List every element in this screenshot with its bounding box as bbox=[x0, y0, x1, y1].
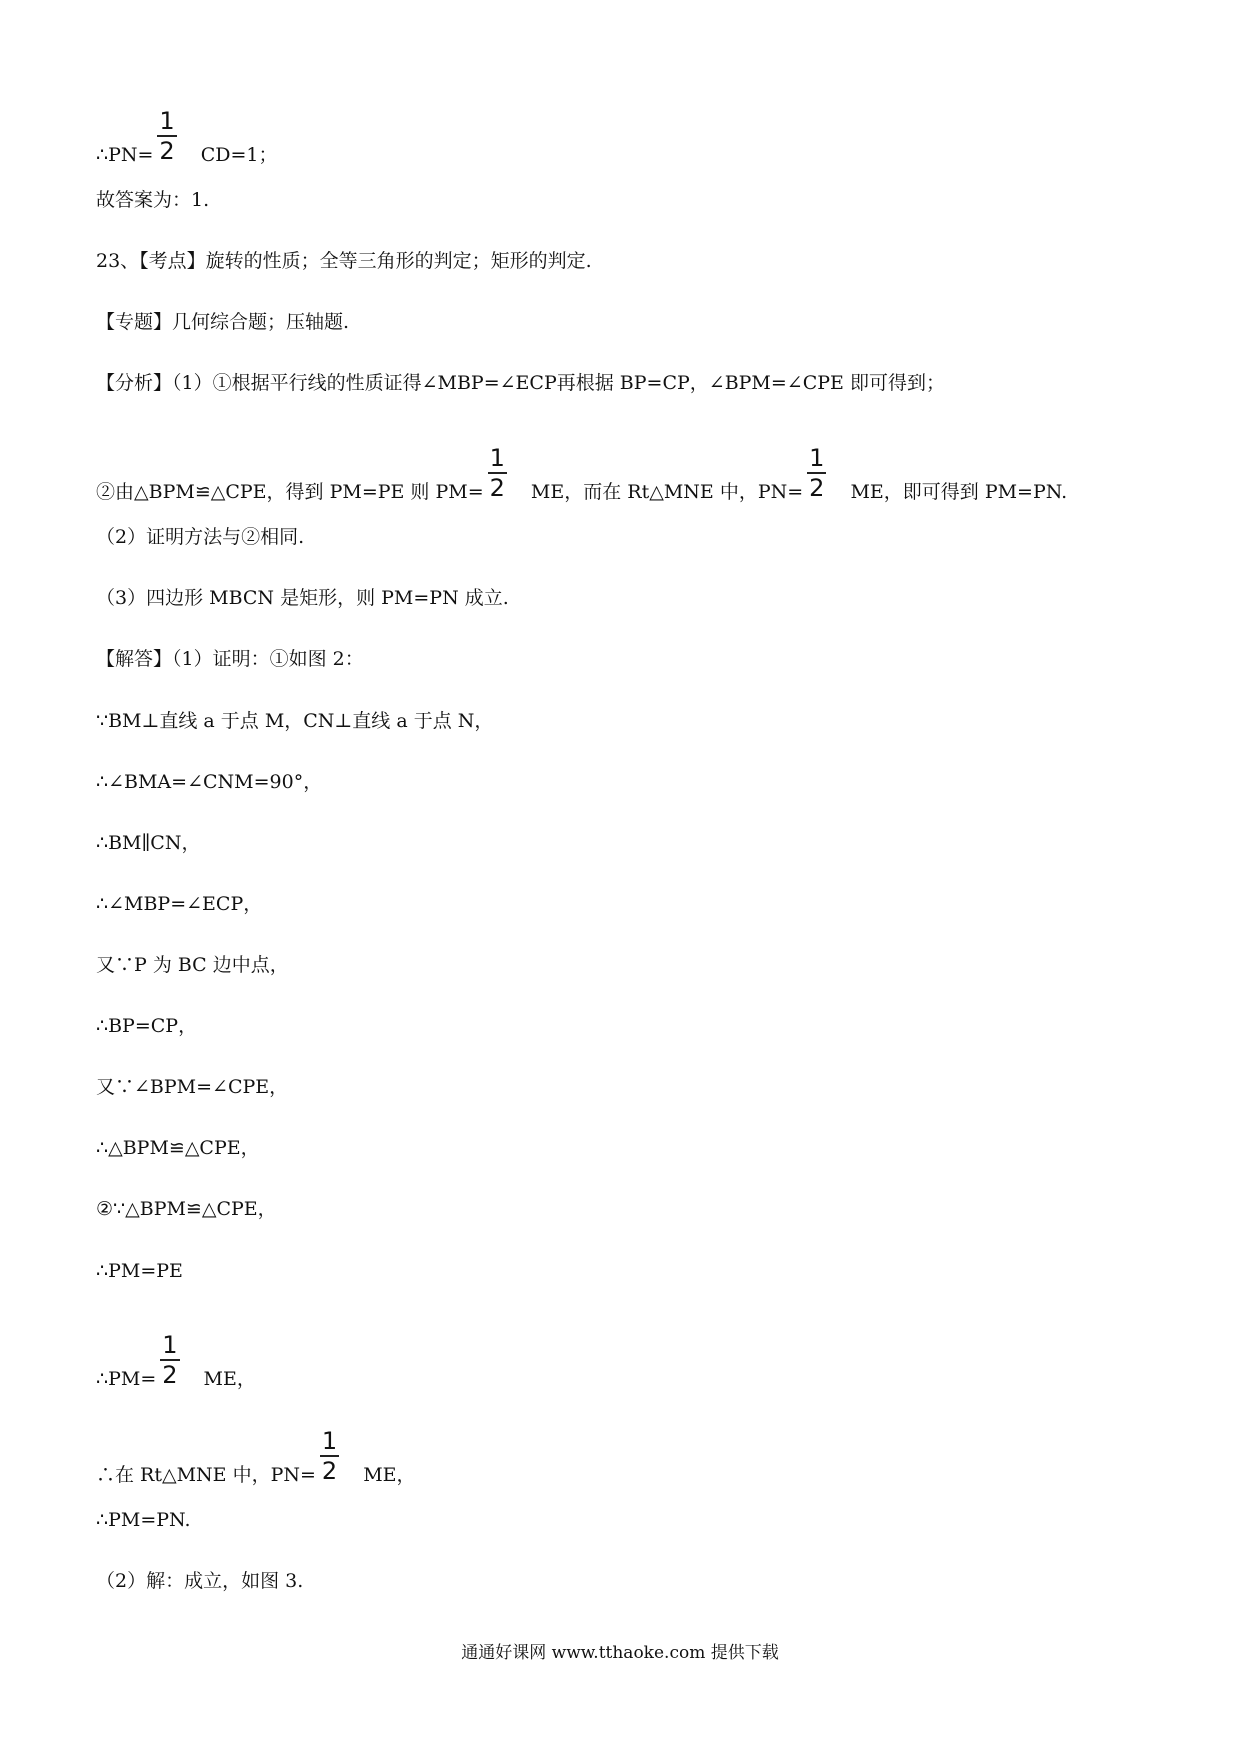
text: ∴PM= bbox=[96, 1368, 157, 1390]
text: ∴在 Rt△MNE 中，PN= bbox=[96, 1464, 316, 1486]
fraction-denominator: 2 bbox=[159, 137, 175, 165]
text: ∴PN= bbox=[96, 144, 154, 166]
line-pn-half-cd bbox=[96, 107, 278, 184]
proof-line: ∴△BPM≌△CPE， bbox=[96, 1137, 260, 1159]
q23-fenxi-3: （2）证明方法与②相同. bbox=[96, 526, 305, 548]
proof-line: ∴∠MBP=∠ECP， bbox=[96, 893, 263, 915]
fraction-numerator: 1 bbox=[489, 444, 505, 472]
fraction-numerator: 1 bbox=[809, 444, 825, 472]
q23-kaodian: 23、【考点】旋转的性质；全等三角形的判定；矩形的判定. bbox=[96, 250, 592, 272]
fraction-denominator: 2 bbox=[321, 1457, 338, 1485]
proof-line: ∵BM⊥直线 a 于点 M，CN⊥直线 a 于点 N， bbox=[96, 710, 494, 732]
fraction-half bbox=[160, 1332, 179, 1388]
proof-line: ∴PM=PE bbox=[96, 1260, 183, 1282]
proof-line: ∴BM∥CN， bbox=[96, 832, 201, 854]
fraction-half bbox=[157, 108, 176, 164]
q23-zhuanti: 【专题】几何综合题；压轴题. bbox=[96, 311, 350, 333]
fraction-half bbox=[488, 445, 507, 501]
proof-line-pm-half bbox=[96, 1331, 256, 1408]
fraction-numerator: 1 bbox=[159, 107, 175, 135]
fraction-denominator: 2 bbox=[489, 474, 505, 502]
proof-line: ∴∠BMA=∠CNM=90°， bbox=[96, 771, 323, 793]
text: ME， bbox=[363, 1464, 416, 1486]
fraction-half bbox=[320, 1428, 339, 1484]
fraction-numerator: 1 bbox=[162, 1331, 178, 1359]
q23-jieda: 【解答】（1）证明：①如图 2： bbox=[96, 648, 364, 670]
proof-line: ②∵△BPM≌△CPE， bbox=[96, 1198, 277, 1220]
footer-source: 通通好课网 www.tthaoke.com 提供下载 bbox=[461, 1643, 779, 1663]
q23-fenxi-4: （3）四边形 MBCN 是矩形，则 PM=PN 成立. bbox=[96, 587, 509, 609]
answer-line: 故答案为：1. bbox=[96, 189, 210, 211]
text: ②由△BPM≌△CPE，得到 PM=PE 则 PM= bbox=[96, 481, 484, 503]
fraction-denominator: 2 bbox=[162, 1361, 178, 1389]
proof-line: 又∵∠BPM=∠CPE， bbox=[96, 1076, 289, 1098]
q23-fenxi: 【分析】（1）①根据平行线的性质证得∠MBP=∠ECP再根据 BP=CP，∠BPM=∠CPE 即可得到； bbox=[96, 372, 945, 394]
text: CD=1； bbox=[200, 144, 278, 166]
proof-line: 又∵P 为 BC 边中点， bbox=[96, 954, 289, 976]
fraction-numerator: 1 bbox=[321, 1427, 338, 1455]
proof-line: ∴BP=CP， bbox=[96, 1015, 198, 1037]
text: ME，即可得到 PM=PN. bbox=[850, 481, 1068, 503]
proof-line: ∴PM=PN. bbox=[96, 1509, 191, 1531]
text: ME，而在 Rt△MNE 中，PN= bbox=[530, 481, 804, 503]
text: ME， bbox=[203, 1368, 256, 1390]
proof-line-pn-half bbox=[96, 1427, 416, 1504]
proof-line: （2）解：成立，如图 3. bbox=[96, 1570, 304, 1592]
fraction-denominator: 2 bbox=[809, 474, 825, 502]
q23-fenxi-2 bbox=[96, 444, 1068, 521]
fraction-half bbox=[807, 445, 826, 501]
